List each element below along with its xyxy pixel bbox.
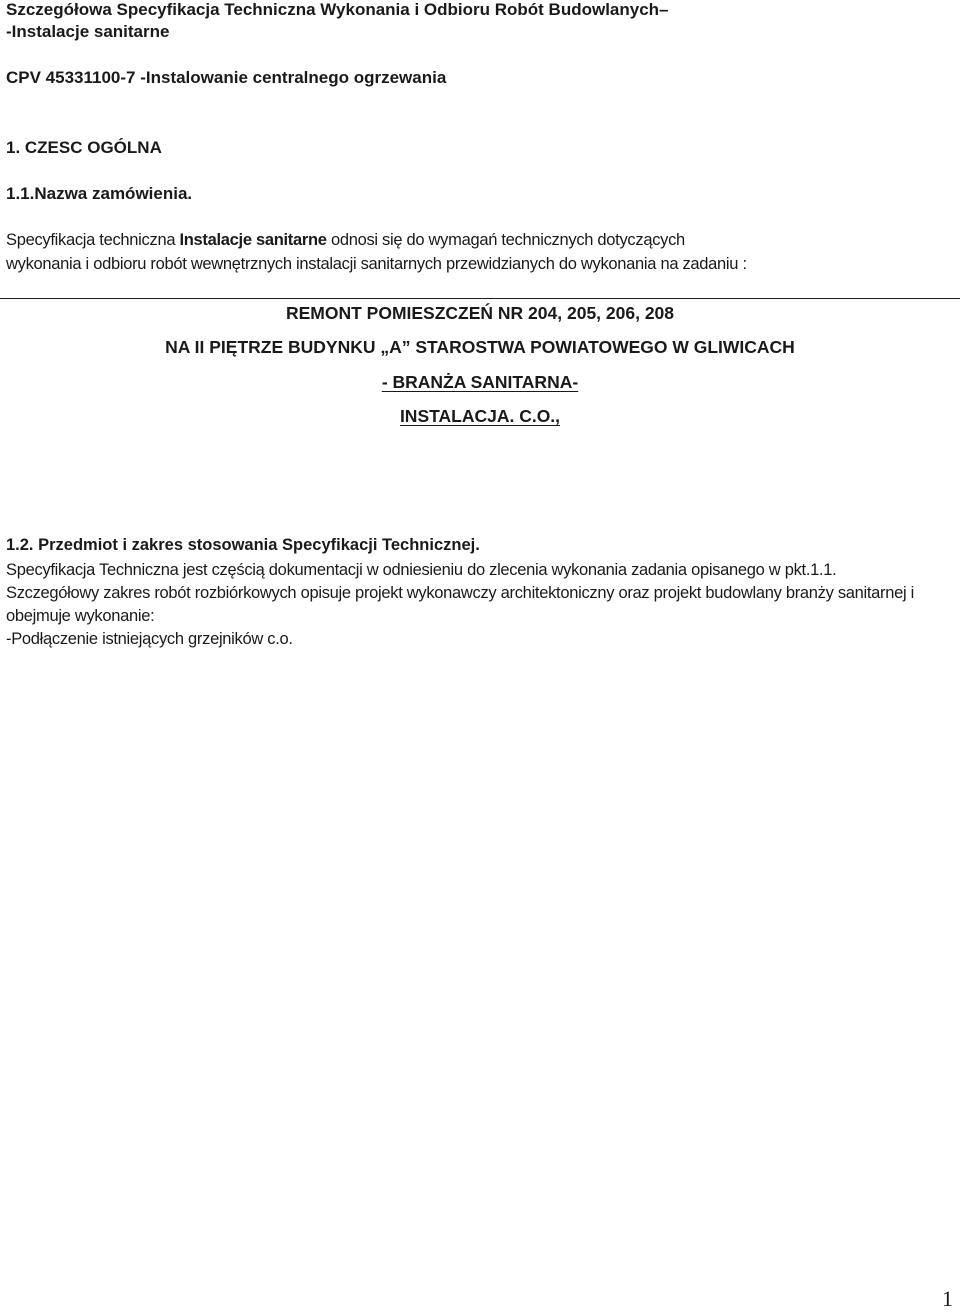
intro-paragraph-line2: wykonania i odbioru robót wewnętrznych instalacji sanitarnych przewidzianych do wykonania na zadaniu : — [6, 255, 747, 273]
intro-text-post: odnosi się do wymagań technicznych dotyczących — [326, 231, 685, 249]
task-installation-label: INSTALACJA. C.O., — [399, 406, 561, 426]
intro-paragraph-line1 — [6, 231, 685, 250]
task-branch-label: - BRANŻA SANITARNA- — [381, 372, 579, 392]
section-1-2-line4: -Podłączenie istniejących grzejników c.o. — [6, 630, 293, 648]
task-title-line1: REMONT POMIESZCZEŃ NR 204, 205, 206, 208 — [285, 303, 675, 323]
document-title-line1: Szczegółowa Specyfikacja Techniczna Wykonania i Odbioru Robót Budowlanych– — [6, 0, 669, 19]
intro-text-pre: Specyfikacja techniczna — [6, 231, 180, 249]
task-title-line3 — [0, 372, 960, 393]
section-1-2-line2: Szczegółowy zakres robót rozbiórkowych opisuje projekt wykonawczy architektoniczny oraz projekt budowlany branży sanitarnej i — [6, 584, 915, 602]
task-title-line4 — [0, 406, 960, 427]
document-title-line2: -Instalacje sanitarne — [6, 22, 170, 41]
section-1-heading: 1. CZESC OGÓLNA — [6, 138, 162, 157]
section-1-2-line1: Specyfikacja Techniczna jest częścią dokumentacji w odniesieniu do zlecenia wykonania zadania opisanego w pkt.1.1. — [6, 561, 837, 579]
section-1-1-heading: 1.1.Nazwa zamówienia. — [6, 184, 193, 203]
horizontal-rule — [0, 298, 960, 299]
section-1-2-heading: 1.2. Przedmiot i zakres stosowania Specyfikacji Technicznej. — [6, 536, 480, 554]
section-1-2-line3: obejmuje wykonanie: — [6, 607, 155, 625]
cpv-code: CPV 45331100-7 -Instalowanie centralnego ogrzewania — [6, 68, 447, 87]
intro-text-bold: Instalacje sanitarne — [179, 231, 327, 249]
page-number: 1 — [942, 1286, 953, 1311]
task-title-line2: NA II PIĘTRZE BUDYNKU „A” STAROSTWA POWIATOWEGO W GLIWICACH — [165, 337, 795, 357]
